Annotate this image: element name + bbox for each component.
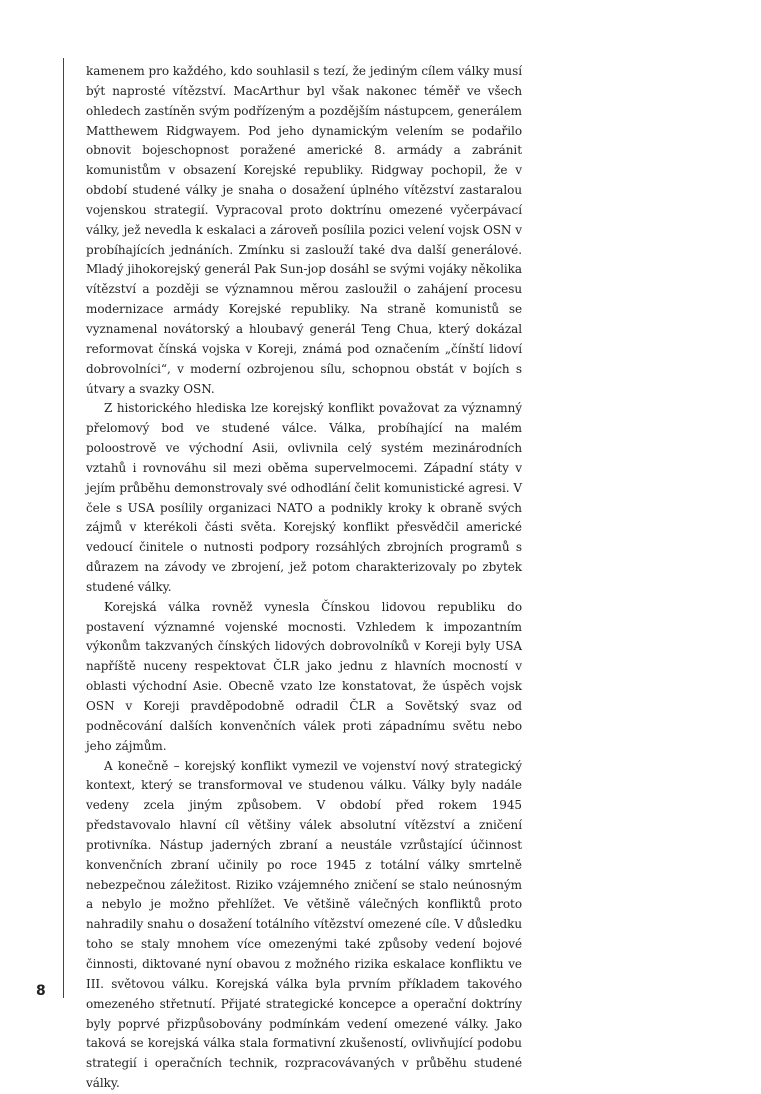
body-text bbox=[86, 62, 522, 1094]
page-number: 8 bbox=[36, 983, 46, 999]
paragraph-3: Korejská válka rovněž vynesla Čínskou lidovou republiku do postavení významné vojenské mocnosti. Vzhledem k impozantním výkonům takzvaných čínských lidových dobrovolníků v Koreji byly USA napříště nuceny respektovat ČLR jako jednu z hlavních mocností v oblasti východní Asie. Obecně vzato lze konstatovat, že úspěch vojsk OSN v Koreji pravděpodobně odradil ČLR a Sovětský svaz od podněcování dalších konvenčních válek proti západnímu světu nebo jeho zájmům. bbox=[86, 599, 522, 753]
paragraph-1: kamenem pro každého, kdo souhlasil s tezí, že jediným cílem války musí být naprosté vítězství. MacArthur byl však nakonec téměř ve všech ohledech zastíněn svým podřízeným a pozdějším nástupcem, generálem Matthewem Ridgwayem. Pod jeho dynamickým velením se podařilo obnovit bojeschopnost poražené americké 8. armády a zabránit komunistům v obsazení Korejské republiky. Ridgway pochopil, že v období studené války je snaha o dosažení úplného vítězství zastaralou vojenskou strategií. Vypracoval proto doktrínu omezené vyčerpávací války, jež nevedla k eskalaci a zároveň posílila pozici velení vojsk OSN v probíhajících jednáních. Zmínku si zaslouží také dva další generálové. Mladý jihokorejský generál Pak Sun-jop dosáhl se svými vojáky několika vítězství a později se významnou měrou zasloužil o zahájení procesu modernizace armády Korejské republiky. Na straně komunistů se vyznamenal novátorský a hloubavý generál Teng Chua, který dokázal reformovat čínská vojska v Koreji, známá pod označením „čínští lidoví dobrovolníci“, v moderní ozbrojenou sílu, schopnou obstát v bojích s útvary a svazky OSN. bbox=[86, 64, 522, 396]
paragraph-4: A konečně – korejský konflikt vymezil ve vojenství nový strategický kontext, který se transformoval ve studenou válku. Války byly nadále vedeny zcela jiným způsobem. V období před rokem 1945 představovalo hlavní cíl většiny válek absolutní vítězství a zničení protivníka. Nástup jaderných zbraní a neustále vzrůstající účinnost konvenčních zbraní učinily po roce 1945 z totální války smrtelně nebezpečnou záležitost. Riziko vzájemného zničení se stalo neúnosným a nebylo je možno přehlížet. Ve většině válečných konfliktů proto nahradily snahu o dosažení totálního vítězství omezené cíle. V důsledku toho se staly mnohem více omezenými také způsoby vedení bojové činnosti, diktované nyní obavou z možného rizika eskalace konfliktu ve III. světovou válku. Korejská válka byla prvním příkladem takového omezeného střetnutí. Přijaté strategické koncepce a operační doktríny byly poprvé přizpůsobovány podmínkám vedení omezené války. Jako taková se korejská válka stala formativní zkušeností, ovlivňující podobu strategií i operačních technik, rozpracovávaných v průběhu studené války. bbox=[86, 758, 522, 1091]
paragraph-2: Z historického hlediska lze korejský konflikt považovat za významný přelomový bod ve studené válce. Válka, probíhající na malém poloostrově ve východní Asii, ovlivnila celý systém mezinárodních vztahů i rovnováhu sil mezi oběma supervelmocemi. Západní státy v jejím průběhu demonstrovaly své odhodlání čelit komunistické agresi. V čele s USA posílily organizaci NATO a podnikly kroky k obraně svých zájmů v kterékoli části světa. Korejský konflikt přesvědčil americké vedoucí činitele o nutnosti podpory rozsáhlých zbrojních programů s důrazem na závody ve zbrojení, jež potom charakterizovaly po zbytek studené války. bbox=[86, 401, 522, 594]
margin-rule bbox=[63, 58, 64, 998]
